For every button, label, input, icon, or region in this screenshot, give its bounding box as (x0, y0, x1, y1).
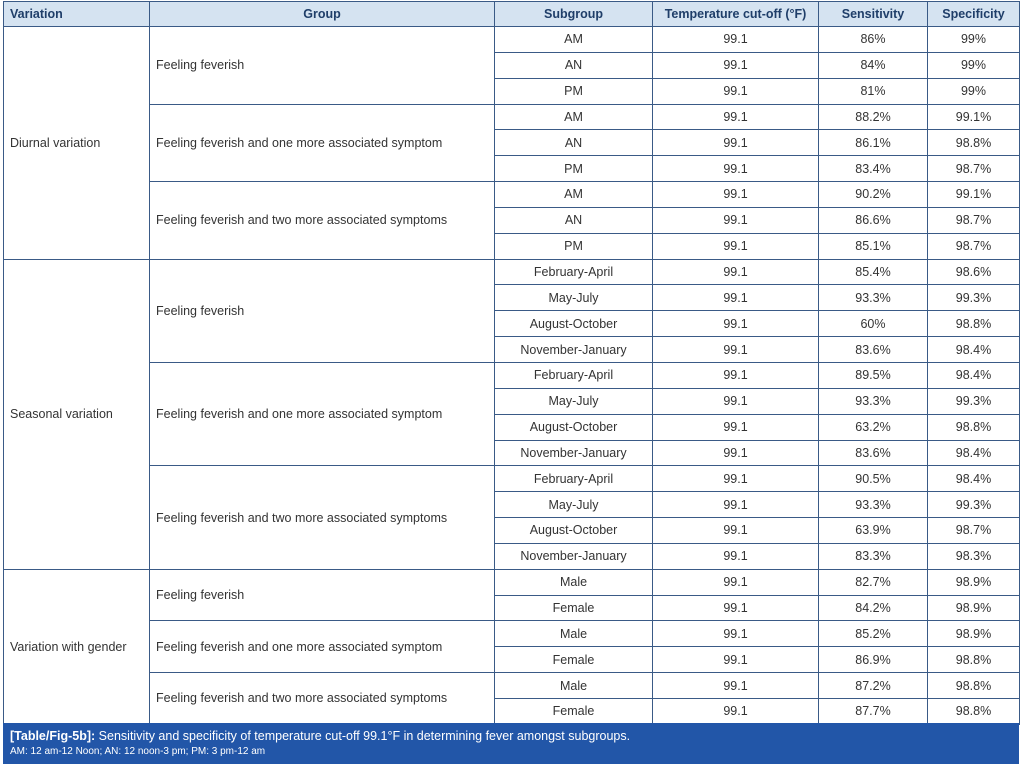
specificity-cell: 98.4% (928, 362, 1020, 388)
group-cell: Feeling feverish and two more associated symptoms (150, 673, 495, 725)
table-figure (1, 1, 1021, 766)
specificity-cell: 98.7% (928, 156, 1020, 182)
table-row (4, 362, 1020, 388)
sensitivity-cell: 63.2% (819, 414, 928, 440)
table-row (4, 182, 1020, 208)
results-table (3, 1, 1020, 725)
subgroup-cell: August-October (495, 518, 653, 544)
group-cell: Feeling feverish (150, 259, 495, 362)
temperature-cell: 99.1 (653, 207, 819, 233)
subgroup-cell: November-January (495, 543, 653, 569)
subgroup-cell: Male (495, 673, 653, 699)
specificity-cell: 98.8% (928, 698, 1020, 724)
table-row (4, 259, 1020, 285)
temperature-cell: 99.1 (653, 285, 819, 311)
sensitivity-cell: 83.6% (819, 440, 928, 466)
sensitivity-cell: 90.2% (819, 182, 928, 208)
header-row (4, 2, 1020, 27)
subgroup-cell: Female (495, 647, 653, 673)
sensitivity-cell: 89.5% (819, 362, 928, 388)
table-row (4, 104, 1020, 130)
specificity-cell: 98.4% (928, 440, 1020, 466)
temperature-cell: 99.1 (653, 414, 819, 440)
group-cell: Feeling feverish (150, 569, 495, 621)
temperature-cell: 99.1 (653, 130, 819, 156)
temperature-cell: 99.1 (653, 569, 819, 595)
variation-cell: Variation with gender (4, 569, 150, 724)
sensitivity-cell: 90.5% (819, 466, 928, 492)
caption-label: [Table/Fig-5b]: (10, 729, 96, 743)
specificity-cell: 98.8% (928, 311, 1020, 337)
table-row (4, 673, 1020, 699)
header-variation: Variation (4, 2, 150, 27)
subgroup-cell: May-July (495, 388, 653, 414)
group-cell: Feeling feverish and one more associated symptom (150, 104, 495, 182)
specificity-cell: 98.8% (928, 130, 1020, 156)
specificity-cell: 98.4% (928, 466, 1020, 492)
subgroup-cell: Male (495, 569, 653, 595)
group-cell: Feeling feverish (150, 27, 495, 105)
sensitivity-cell: 83.3% (819, 543, 928, 569)
group-cell: Feeling feverish and two more associated symptoms (150, 182, 495, 260)
sensitivity-cell: 85.4% (819, 259, 928, 285)
sensitivity-cell: 82.7% (819, 569, 928, 595)
specificity-cell: 99.1% (928, 104, 1020, 130)
table-body (4, 27, 1020, 725)
specificity-cell: 98.7% (928, 207, 1020, 233)
temperature-cell: 99.1 (653, 311, 819, 337)
sensitivity-cell: 81% (819, 78, 928, 104)
temperature-cell: 99.1 (653, 78, 819, 104)
sensitivity-cell: 85.2% (819, 621, 928, 647)
sensitivity-cell: 86.6% (819, 207, 928, 233)
sensitivity-cell: 87.7% (819, 698, 928, 724)
variation-cell: Seasonal variation (4, 259, 150, 569)
subgroup-cell: February-April (495, 259, 653, 285)
group-cell: Feeling feverish and one more associated symptom (150, 621, 495, 673)
subgroup-cell: PM (495, 156, 653, 182)
subgroup-cell: AM (495, 104, 653, 130)
temperature-cell: 99.1 (653, 492, 819, 518)
temperature-cell: 99.1 (653, 337, 819, 363)
specificity-cell: 98.9% (928, 569, 1020, 595)
sensitivity-cell: 88.2% (819, 104, 928, 130)
sensitivity-cell: 86.1% (819, 130, 928, 156)
temperature-cell: 99.1 (653, 621, 819, 647)
sensitivity-cell: 93.3% (819, 492, 928, 518)
sensitivity-cell: 83.6% (819, 337, 928, 363)
specificity-cell: 98.8% (928, 647, 1020, 673)
subgroup-cell: August-October (495, 414, 653, 440)
temperature-cell: 99.1 (653, 362, 819, 388)
temperature-cell: 99.1 (653, 466, 819, 492)
temperature-cell: 99.1 (653, 52, 819, 78)
table-row (4, 569, 1020, 595)
temperature-cell: 99.1 (653, 233, 819, 259)
subgroup-cell: AN (495, 52, 653, 78)
subgroup-cell: August-October (495, 311, 653, 337)
specificity-cell: 99% (928, 78, 1020, 104)
temperature-cell: 99.1 (653, 156, 819, 182)
table-row (4, 27, 1020, 53)
subgroup-cell: AM (495, 27, 653, 53)
header-group: Group (150, 2, 495, 27)
subgroup-cell: May-July (495, 285, 653, 311)
header-specificity: Specificity (928, 2, 1020, 27)
temperature-cell: 99.1 (653, 182, 819, 208)
specificity-cell: 98.9% (928, 621, 1020, 647)
sensitivity-cell: 93.3% (819, 285, 928, 311)
subgroup-cell: November-January (495, 337, 653, 363)
table-row (4, 621, 1020, 647)
subgroup-cell: PM (495, 78, 653, 104)
temperature-cell: 99.1 (653, 647, 819, 673)
group-cell: Feeling feverish and two more associated symptoms (150, 466, 495, 569)
caption-note: AM: 12 am-12 Noon; AN: 12 noon-3 pm; PM: 3 pm-12 am (10, 746, 266, 757)
specificity-cell: 98.9% (928, 595, 1020, 621)
specificity-cell: 99.3% (928, 285, 1020, 311)
subgroup-cell: Female (495, 698, 653, 724)
group-cell: Feeling feverish and one more associated symptom (150, 362, 495, 465)
sensitivity-cell: 84% (819, 52, 928, 78)
specificity-cell: 99% (928, 27, 1020, 53)
subgroup-cell: AM (495, 182, 653, 208)
subgroup-cell: Male (495, 621, 653, 647)
sensitivity-cell: 63.9% (819, 518, 928, 544)
temperature-cell: 99.1 (653, 698, 819, 724)
sensitivity-cell: 86% (819, 27, 928, 53)
variation-cell: Diurnal variation (4, 27, 150, 260)
specificity-cell: 98.6% (928, 259, 1020, 285)
subgroup-cell: AN (495, 130, 653, 156)
table-caption (3, 723, 1019, 764)
subgroup-cell: February-April (495, 362, 653, 388)
sensitivity-cell: 86.9% (819, 647, 928, 673)
sensitivity-cell: 85.1% (819, 233, 928, 259)
specificity-cell: 99.1% (928, 182, 1020, 208)
specificity-cell: 99.3% (928, 388, 1020, 414)
header-sensitivity: Sensitivity (819, 2, 928, 27)
temperature-cell: 99.1 (653, 27, 819, 53)
specificity-cell: 98.3% (928, 543, 1020, 569)
sensitivity-cell: 60% (819, 311, 928, 337)
subgroup-cell: PM (495, 233, 653, 259)
header-temperature: Temperature cut-off (°F) (653, 2, 819, 27)
specificity-cell: 98.8% (928, 414, 1020, 440)
specificity-cell: 98.7% (928, 233, 1020, 259)
temperature-cell: 99.1 (653, 440, 819, 466)
caption-text: Sensitivity and specificity of temperature cut-off 99.1°F in determining fever amongst subgroups. (98, 729, 631, 743)
specificity-cell: 98.4% (928, 337, 1020, 363)
specificity-cell: 99.3% (928, 492, 1020, 518)
subgroup-cell: Female (495, 595, 653, 621)
sensitivity-cell: 84.2% (819, 595, 928, 621)
specificity-cell: 98.7% (928, 518, 1020, 544)
specificity-cell: 98.8% (928, 673, 1020, 699)
subgroup-cell: November-January (495, 440, 653, 466)
sensitivity-cell: 93.3% (819, 388, 928, 414)
temperature-cell: 99.1 (653, 259, 819, 285)
subgroup-cell: May-July (495, 492, 653, 518)
temperature-cell: 99.1 (653, 388, 819, 414)
table-row (4, 466, 1020, 492)
temperature-cell: 99.1 (653, 595, 819, 621)
header-subgroup: Subgroup (495, 2, 653, 27)
subgroup-cell: February-April (495, 466, 653, 492)
temperature-cell: 99.1 (653, 673, 819, 699)
sensitivity-cell: 83.4% (819, 156, 928, 182)
sensitivity-cell: 87.2% (819, 673, 928, 699)
temperature-cell: 99.1 (653, 543, 819, 569)
temperature-cell: 99.1 (653, 518, 819, 544)
subgroup-cell: AN (495, 207, 653, 233)
specificity-cell: 99% (928, 52, 1020, 78)
temperature-cell: 99.1 (653, 104, 819, 130)
